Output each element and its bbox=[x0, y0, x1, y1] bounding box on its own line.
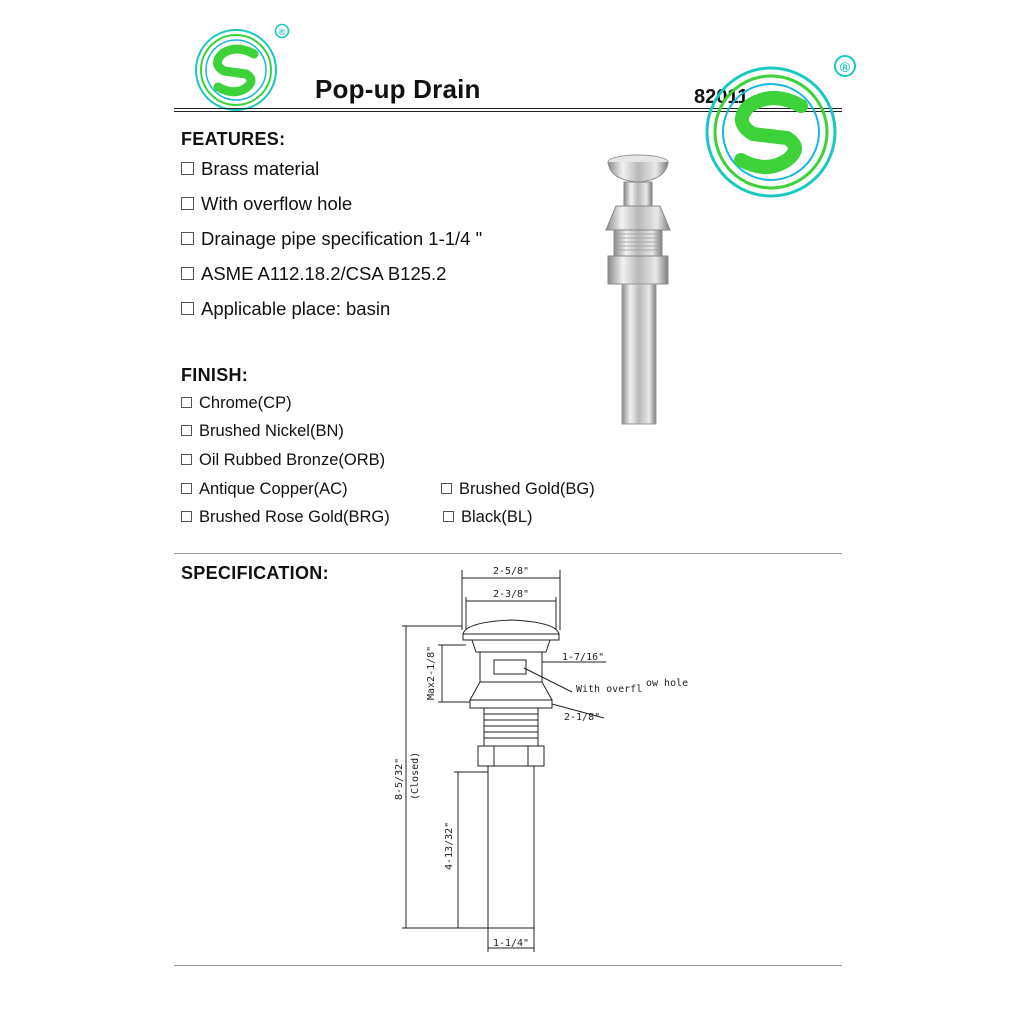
feature-item: Brass material bbox=[181, 158, 319, 180]
svg-text:2-3/8": 2-3/8" bbox=[492, 589, 530, 600]
product-image bbox=[598, 150, 684, 430]
checkbox-icon bbox=[181, 162, 194, 175]
svg-text:(Closed): (Closed) bbox=[410, 751, 421, 800]
checkbox-icon bbox=[181, 425, 192, 436]
svg-text:1-1/4": 1-1/4" bbox=[492, 938, 530, 949]
svg-text:®: ® bbox=[278, 27, 286, 37]
checkbox-icon bbox=[181, 483, 192, 494]
svg-text:4-13/32": 4-13/32" bbox=[444, 821, 455, 870]
finish-item: Brushed Nickel(BN) bbox=[181, 422, 344, 441]
checkbox-icon bbox=[181, 302, 194, 315]
checkbox-icon bbox=[181, 197, 194, 210]
feature-item: ASME A112.18.2/CSA B125.2 bbox=[181, 263, 446, 285]
finish-heading: FINISH: bbox=[181, 365, 249, 385]
checkbox-icon bbox=[181, 232, 194, 245]
features-heading: FEATURES: bbox=[181, 129, 286, 149]
footer-divider bbox=[174, 965, 842, 966]
specification-heading: SPECIFICATION: bbox=[181, 563, 329, 583]
checkbox-icon bbox=[181, 511, 192, 522]
feature-item: Drainage pipe specification 1-1/4 " bbox=[181, 228, 482, 250]
svg-text:®: ® bbox=[839, 59, 851, 75]
finish-item: Oil Rubbed Bronze(ORB) bbox=[181, 451, 385, 470]
feature-item: With overflow hole bbox=[181, 193, 352, 215]
brand-logo-icon bbox=[194, 20, 290, 112]
checkbox-icon bbox=[441, 483, 452, 494]
finish-item: Brushed Rose Gold(BRG) bbox=[181, 508, 390, 527]
checkbox-icon bbox=[181, 397, 192, 408]
svg-text:Max2-1/8": Max2-1/8" bbox=[426, 645, 437, 700]
svg-text:ow hole: ow hole bbox=[646, 678, 689, 689]
finish-item: Brushed Gold(BG) bbox=[441, 480, 595, 499]
svg-text:2-5/8": 2-5/8" bbox=[492, 566, 530, 577]
svg-text:1-7/16": 1-7/16" bbox=[562, 652, 605, 663]
model-number: 82011 bbox=[694, 86, 749, 108]
feature-item: Applicable place: basin bbox=[181, 298, 390, 320]
finish-item: Black(BL) bbox=[443, 508, 533, 527]
technical-drawing bbox=[380, 555, 710, 955]
page-title: Pop-up Drain bbox=[315, 74, 481, 104]
finish-item: Antique Copper(AC) bbox=[181, 480, 348, 499]
svg-text:2-1/8": 2-1/8" bbox=[564, 712, 601, 723]
svg-text:8-5/32": 8-5/32" bbox=[394, 757, 405, 800]
finish-item: Chrome(CP) bbox=[181, 394, 292, 413]
checkbox-icon bbox=[443, 511, 454, 522]
section-divider bbox=[174, 553, 842, 554]
svg-text:With overfl: With overfl bbox=[576, 684, 643, 695]
brand-logo-watermark-icon bbox=[703, 50, 861, 200]
checkbox-icon bbox=[181, 267, 194, 280]
checkbox-icon bbox=[181, 454, 192, 465]
